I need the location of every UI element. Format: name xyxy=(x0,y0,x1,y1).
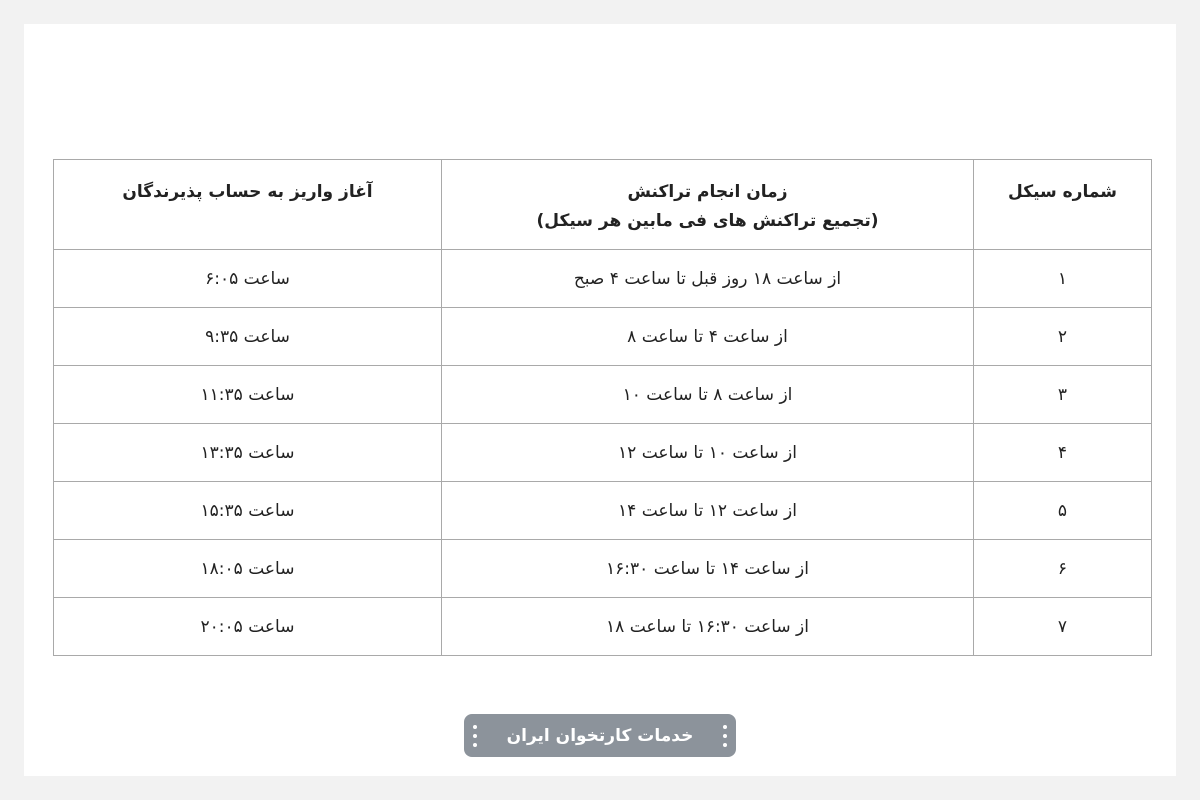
cell-deposit-start: ساعت ۱۱:۳۵ xyxy=(54,366,442,424)
table-row xyxy=(54,482,1152,540)
header-transaction-time-title: زمان انجام تراکنش xyxy=(627,182,788,202)
header-cycle-number: شماره سیکل xyxy=(974,160,1152,250)
cell-transaction-time: از ساعت ۱۰ تا ساعت ۱۲ xyxy=(442,424,974,482)
cell-cycle: ۴ xyxy=(974,424,1152,482)
table-row xyxy=(54,540,1152,598)
table-row xyxy=(54,366,1152,424)
brand-label-badge xyxy=(464,714,736,757)
cell-transaction-time: از ساعت ۴ تا ساعت ۸ xyxy=(442,308,974,366)
table-row xyxy=(54,424,1152,482)
decorative-dots-icon xyxy=(723,725,727,747)
cell-deposit-start: ساعت ۶:۰۵ xyxy=(54,250,442,308)
table-row xyxy=(54,308,1152,366)
decorative-dots-icon xyxy=(473,725,477,747)
header-deposit-start: آغاز واریز به حساب پذیرندگان xyxy=(54,160,442,250)
cell-deposit-start: ساعت ۲۰:۰۵ xyxy=(54,598,442,656)
brand-label-text: خدمات کارتخوان ایران xyxy=(506,725,694,746)
content-card xyxy=(24,24,1176,776)
table-header-row xyxy=(54,160,1152,250)
settlement-cycles-table xyxy=(53,159,1152,656)
cell-transaction-time: از ساعت ۱۸ روز قبل تا ساعت ۴ صبح xyxy=(442,250,974,308)
header-transaction-time xyxy=(442,160,974,250)
table-row xyxy=(54,598,1152,656)
header-transaction-time-note: (تجمیع تراکنش های فی مابین هر سیکل) xyxy=(536,211,879,231)
cell-cycle: ۱ xyxy=(974,250,1152,308)
cell-transaction-time: از ساعت ۱۲ تا ساعت ۱۴ xyxy=(442,482,974,540)
cell-transaction-time: از ساعت ۱۶:۳۰ تا ساعت ۱۸ xyxy=(442,598,974,656)
cell-transaction-time: از ساعت ۸ تا ساعت ۱۰ xyxy=(442,366,974,424)
cell-cycle: ۶ xyxy=(974,540,1152,598)
cell-cycle: ۳ xyxy=(974,366,1152,424)
cell-deposit-start: ساعت ۹:۳۵ xyxy=(54,308,442,366)
cell-cycle: ۲ xyxy=(974,308,1152,366)
table-row xyxy=(54,250,1152,308)
cell-deposit-start: ساعت ۱۳:۳۵ xyxy=(54,424,442,482)
cell-deposit-start: ساعت ۱۸:۰۵ xyxy=(54,540,442,598)
cell-cycle: ۵ xyxy=(974,482,1152,540)
cell-deposit-start: ساعت ۱۵:۳۵ xyxy=(54,482,442,540)
cell-transaction-time: از ساعت ۱۴ تا ساعت ۱۶:۳۰ xyxy=(442,540,974,598)
cell-cycle: ۷ xyxy=(974,598,1152,656)
